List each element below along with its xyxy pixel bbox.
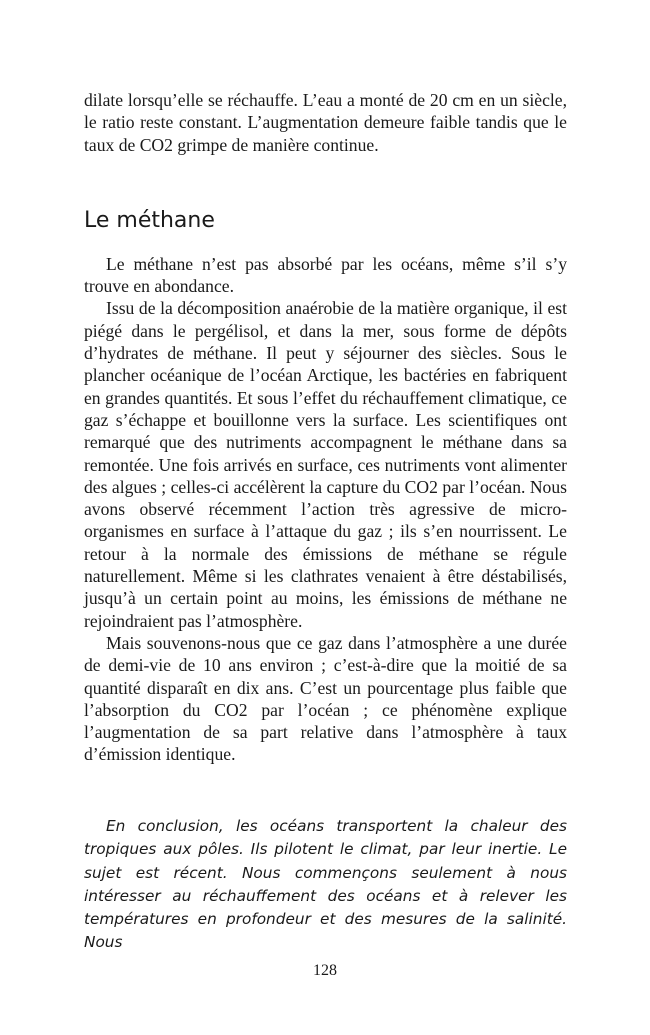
methane-paragraph-1: Le méthane n’est pas absorbé par les océans, même s’il s’y trouve en abondance.	[84, 253, 567, 297]
section-heading: Le méthane	[84, 207, 215, 233]
intro-paragraph: dilate lorsqu’elle se réchauffe. L’eau a monté de 20 cm en un siècle, le ratio reste constant. L’augmentation demeure faible tandis que le taux de CO2 grimpe de manière continue.	[84, 90, 567, 155]
page-number: 128	[313, 962, 337, 979]
methane-paragraph-3: Mais souvenons-nous que ce gaz dans l’atmosphère a une durée de demi-vie de 10 ans environ ; c’est-à-dire que la moitié de sa quantité disparaît en dix ans. C’est un pourcentage plus faible que l’absorption du CO2 par l’océan ; ce phénomène explique l’augmentation de sa part relative dans l’atmosphère à taux d’émission identique.	[84, 632, 567, 765]
page-body	[84, 89, 567, 952]
conclusion-paragraph: En conclusion, les océans transportent la chaleur des tropiques aux pôles. Ils pilotent le climat, par leur inertie. Le sujet est récent. Nous commençons seulement à nous intéresser au réchauffement des océans et à relever les températures en profondeur et des mesures de la salinité. Nous	[84, 817, 567, 952]
methane-paragraph-2: Issu de la décomposition anaérobie de la matière organique, il est piégé dans le pergélisol, et dans la mer, sous forme de dépôts d’hydrates de méthane. Il peut y séjourner des siècles. Sous le plancher océanique de l’océan Arctique, les bactéries en fabriquent en grandes quantités. Et sous l’effet du réchauffement climatique, ce gaz s’échappe et bouillonne vers la surface. Les scientifiques ont remarqué que des nutriments accompagnent le méthane dans sa remontée. Une fois arrivés en surface, ces nutriments vont alimenter des algues ; celles-ci accélèrent la capture du CO2 par l’océan. Nous avons observé récemment l’action très agressive de micro-organismes en surface à l’attaque du gaz ; ils s’en nourrissent. Le retour à la normale des émissions de méthane se régule naturellement. Même si les clathrates venaient à être déstabilisés, jusqu’à un certain point au moins, les émissions de méthane ne rejoindraient pas l’atmosphère.	[84, 298, 567, 631]
